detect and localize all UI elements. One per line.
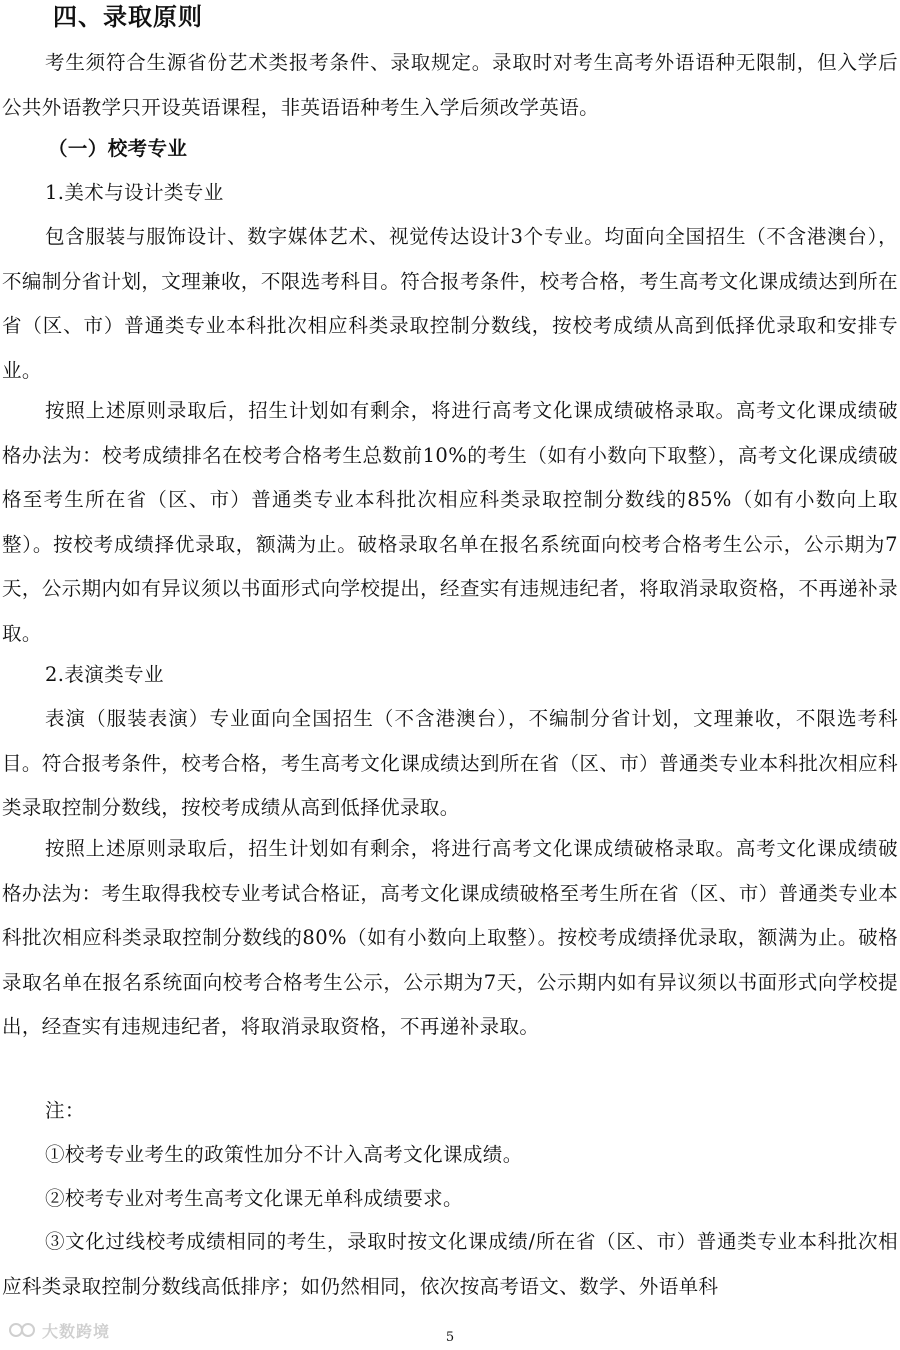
item2-paragraph-2: 按照上述原则录取后，招生计划如有剩余，将进行高考文化课成绩破格录取。高考文化课成绩破格办法为：考生取得我校专业考试合格证，高考文化课成绩破格至考生所在省（区、市）普通类专业本科批次相应科类录取控制分数线的80%（如有小数向上取整）。按校考成绩择优录取，额满为止。破格录取名单在报名系统面向校考合格考生公示，公示期为7天，公示期内如有异议须以书面形式向学校提出，经查实有违规违纪者，将取消录取资格，不再递补录取。 (2, 837, 898, 1039)
section-title: 四、录取原则 (53, 3, 203, 31)
note-2: ②校考专业对考生高考文化课无单科成绩要求。 (45, 1187, 463, 1210)
watermark-text: 大数跨境 (42, 1321, 111, 1341)
intro-paragraph: 考生须符合生源省份艺术类报考条件、录取规定。录取时对考生高考外语语种无限制，但入学后公共外语教学只开设英语课程，非英语语种考生入学后须改学英语。 (2, 51, 898, 119)
subsection-title: （一）校考专业 (48, 137, 188, 160)
item2-paragraph-1: 表演（服装表演）专业面向全国招生（不含港澳台），不编制分省计划，文理兼收，不限选考科目。符合报考条件，校考合格，考生高考文化课成绩达到所在省（区、市）普通类专业本科批次相应科类录取控制分数线，按校考成绩从高到低择优录取。 (2, 707, 898, 820)
item1-title: 1.美术与设计类专业 (45, 181, 224, 204)
note-1: ①校考专业考生的政策性加分不计入高考文化课成绩。 (45, 1143, 523, 1166)
note-3: ③文化过线校考成绩相同的考生，录取时按文化课成绩/所在省（区、市）普通类专业本科批次相应科类录取控制分数线高低排序；如仍然相同，依次按高考语文、数学、外语单科 (2, 1230, 898, 1298)
item1-paragraph-2: 按照上述原则录取后，招生计划如有剩余，将进行高考文化课成绩破格录取。高考文化课成绩破格办法为：校考成绩排名在校考合格考生总数前10%的考生（如有小数向下取整），高考文化课成绩破格至考生所在省（区、市）普通类专业本科批次相应科类录取控制分数线的85%（如有小数向上取整）。按校考成绩择优录取，额满为止。破格录取名单在报名系统面向校考合格考生公示，公示期为7天，公示期内如有异议须以书面形式向学校提出，经查实有违规违纪者，将取消录取资格，不再递补录取。 (2, 399, 898, 645)
item2-title: 2.表演类专业 (45, 663, 164, 686)
page-number: 5 (445, 1330, 455, 1345)
item1-paragraph-1: 包含服装与服饰设计、数字媒体艺术、视觉传达设计3个专业。均面向全国招生（不含港澳台），不编制分省计划，文理兼收，不限选考科目。符合报考条件，校考合格，考生高考文化课成绩达到所在省（区、市）普通类专业本科批次相应科类录取控制分数线，按校考成绩从高到低择优录取和安排专业。 (2, 225, 898, 382)
note-label: 注： (45, 1099, 85, 1122)
